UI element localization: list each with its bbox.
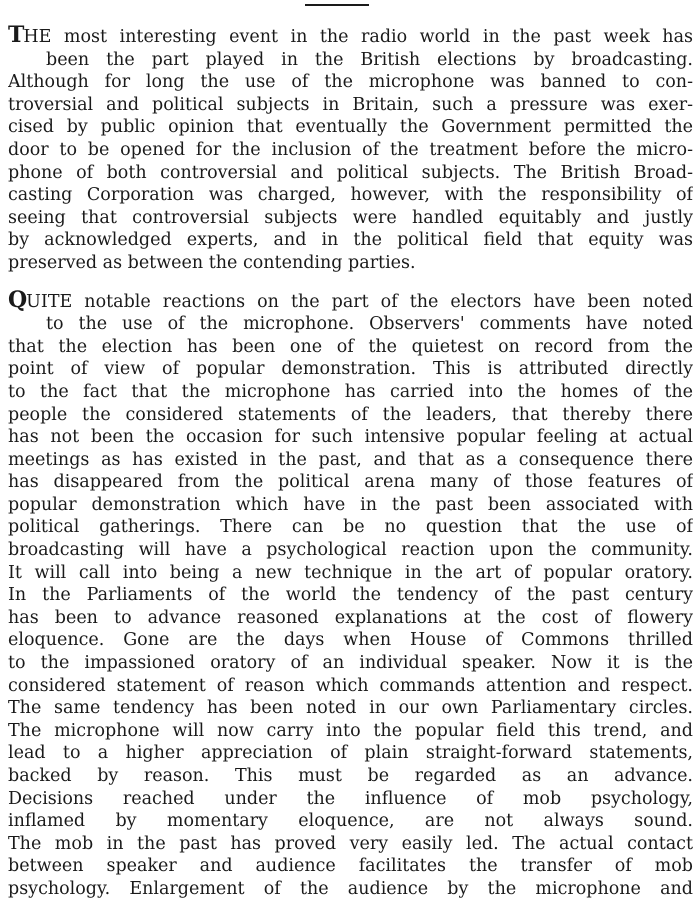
text-line: between speaker and audience facilitates the transfer of mob xyxy=(8,856,693,877)
text-line: has disappeared from the political arena many of those features of xyxy=(8,472,693,493)
text-line: The microphone will now carry into the popular field this trend, and xyxy=(8,720,693,741)
text-line: inflamed by momentary eloquence, are not always sound. xyxy=(8,811,693,832)
text-line: The same tendency has been noted in our own Parliamentary circles. xyxy=(8,698,693,719)
text-line: political gatherings. There can be no question that the use of xyxy=(8,517,693,538)
text-line: The mob in the past has proved very easily led. The actual contact xyxy=(8,833,693,854)
text-line: preserved as between the contending parties. xyxy=(8,252,416,273)
text-line: considered statement of reason which commands attention and respect. xyxy=(8,675,693,696)
text-line: has not been the occasion for such intensive popular feeling at actual xyxy=(8,427,693,448)
text-line: has been to advance reasoned explanations at the cost of flowery xyxy=(8,607,693,628)
top-rule xyxy=(305,4,369,6)
text-line: phone of both controversial and political subjects. The British Broad- xyxy=(8,162,693,183)
text-line: Decisions reached under the influence of mob psychology, xyxy=(8,788,693,809)
paragraph-2 xyxy=(8,289,693,901)
text-line: to the use of the microphone. Observers' comments have noted xyxy=(46,314,693,335)
text-line: It will call into being a new technique in the art of popular oratory. xyxy=(8,562,693,583)
text-line: casting Corporation was charged, however, with the responsibility of xyxy=(8,185,693,206)
text-line: meetings as has existed in the past, and that as a consequence there xyxy=(8,449,693,470)
text-line: psychology. Enlargement of the audience by the microphone and xyxy=(8,878,693,899)
text-line: eloquence. Gone are the days when House of Commons thrilled xyxy=(8,630,693,651)
text-line: QUITE notable reactions on the part of the electors have been noted xyxy=(8,288,693,313)
text-line: broadcasting will have a psychological reaction upon the community. xyxy=(8,540,693,561)
text-line: THE most interesting event in the radio world in the past week has xyxy=(8,24,693,48)
text-line: cised by public opinion that eventually the Government permitted the xyxy=(8,117,693,138)
drop-cap: Q xyxy=(8,288,27,313)
text-line: point of view of popular demonstration. This is attributed directly xyxy=(8,359,693,380)
text-line: popular demonstration which have in the past been associated with xyxy=(8,494,693,515)
text-line: been the part played in the British elections by broadcasting. xyxy=(46,49,693,70)
text-line: lead to a higher appreciation of plain straight-forward statements, xyxy=(8,743,693,764)
text-line: that the election has been one of the quietest on record from the xyxy=(8,336,693,357)
text-line: seeing that controversial subjects were handled equitably and justly xyxy=(8,207,693,228)
text-line: In the Parliaments of the world the tendency of the past century xyxy=(8,585,693,606)
text-line: people the considered statements of the leaders, that thereby there xyxy=(8,404,693,425)
article-body xyxy=(8,24,693,901)
text-line: backed by reason. This must be regarded as an advance. xyxy=(8,766,693,786)
drop-cap: T xyxy=(8,24,24,48)
paragraph-1 xyxy=(8,24,693,275)
text-line: to the impassioned oratory of an individual speaker. Now it is the xyxy=(8,653,693,674)
text-line: by acknowledged experts, and in the political field that equity was xyxy=(8,230,693,251)
text-line: door to be opened for the inclusion of the treatment before the micro- xyxy=(8,139,693,160)
text-line: Although for long the use of the microphone was banned to con- xyxy=(8,72,693,93)
text-line: troversial and political subjects in Britain, such a pressure was exer- xyxy=(8,94,693,115)
text-line: to the fact that the microphone has carried into the homes of the xyxy=(8,381,693,402)
